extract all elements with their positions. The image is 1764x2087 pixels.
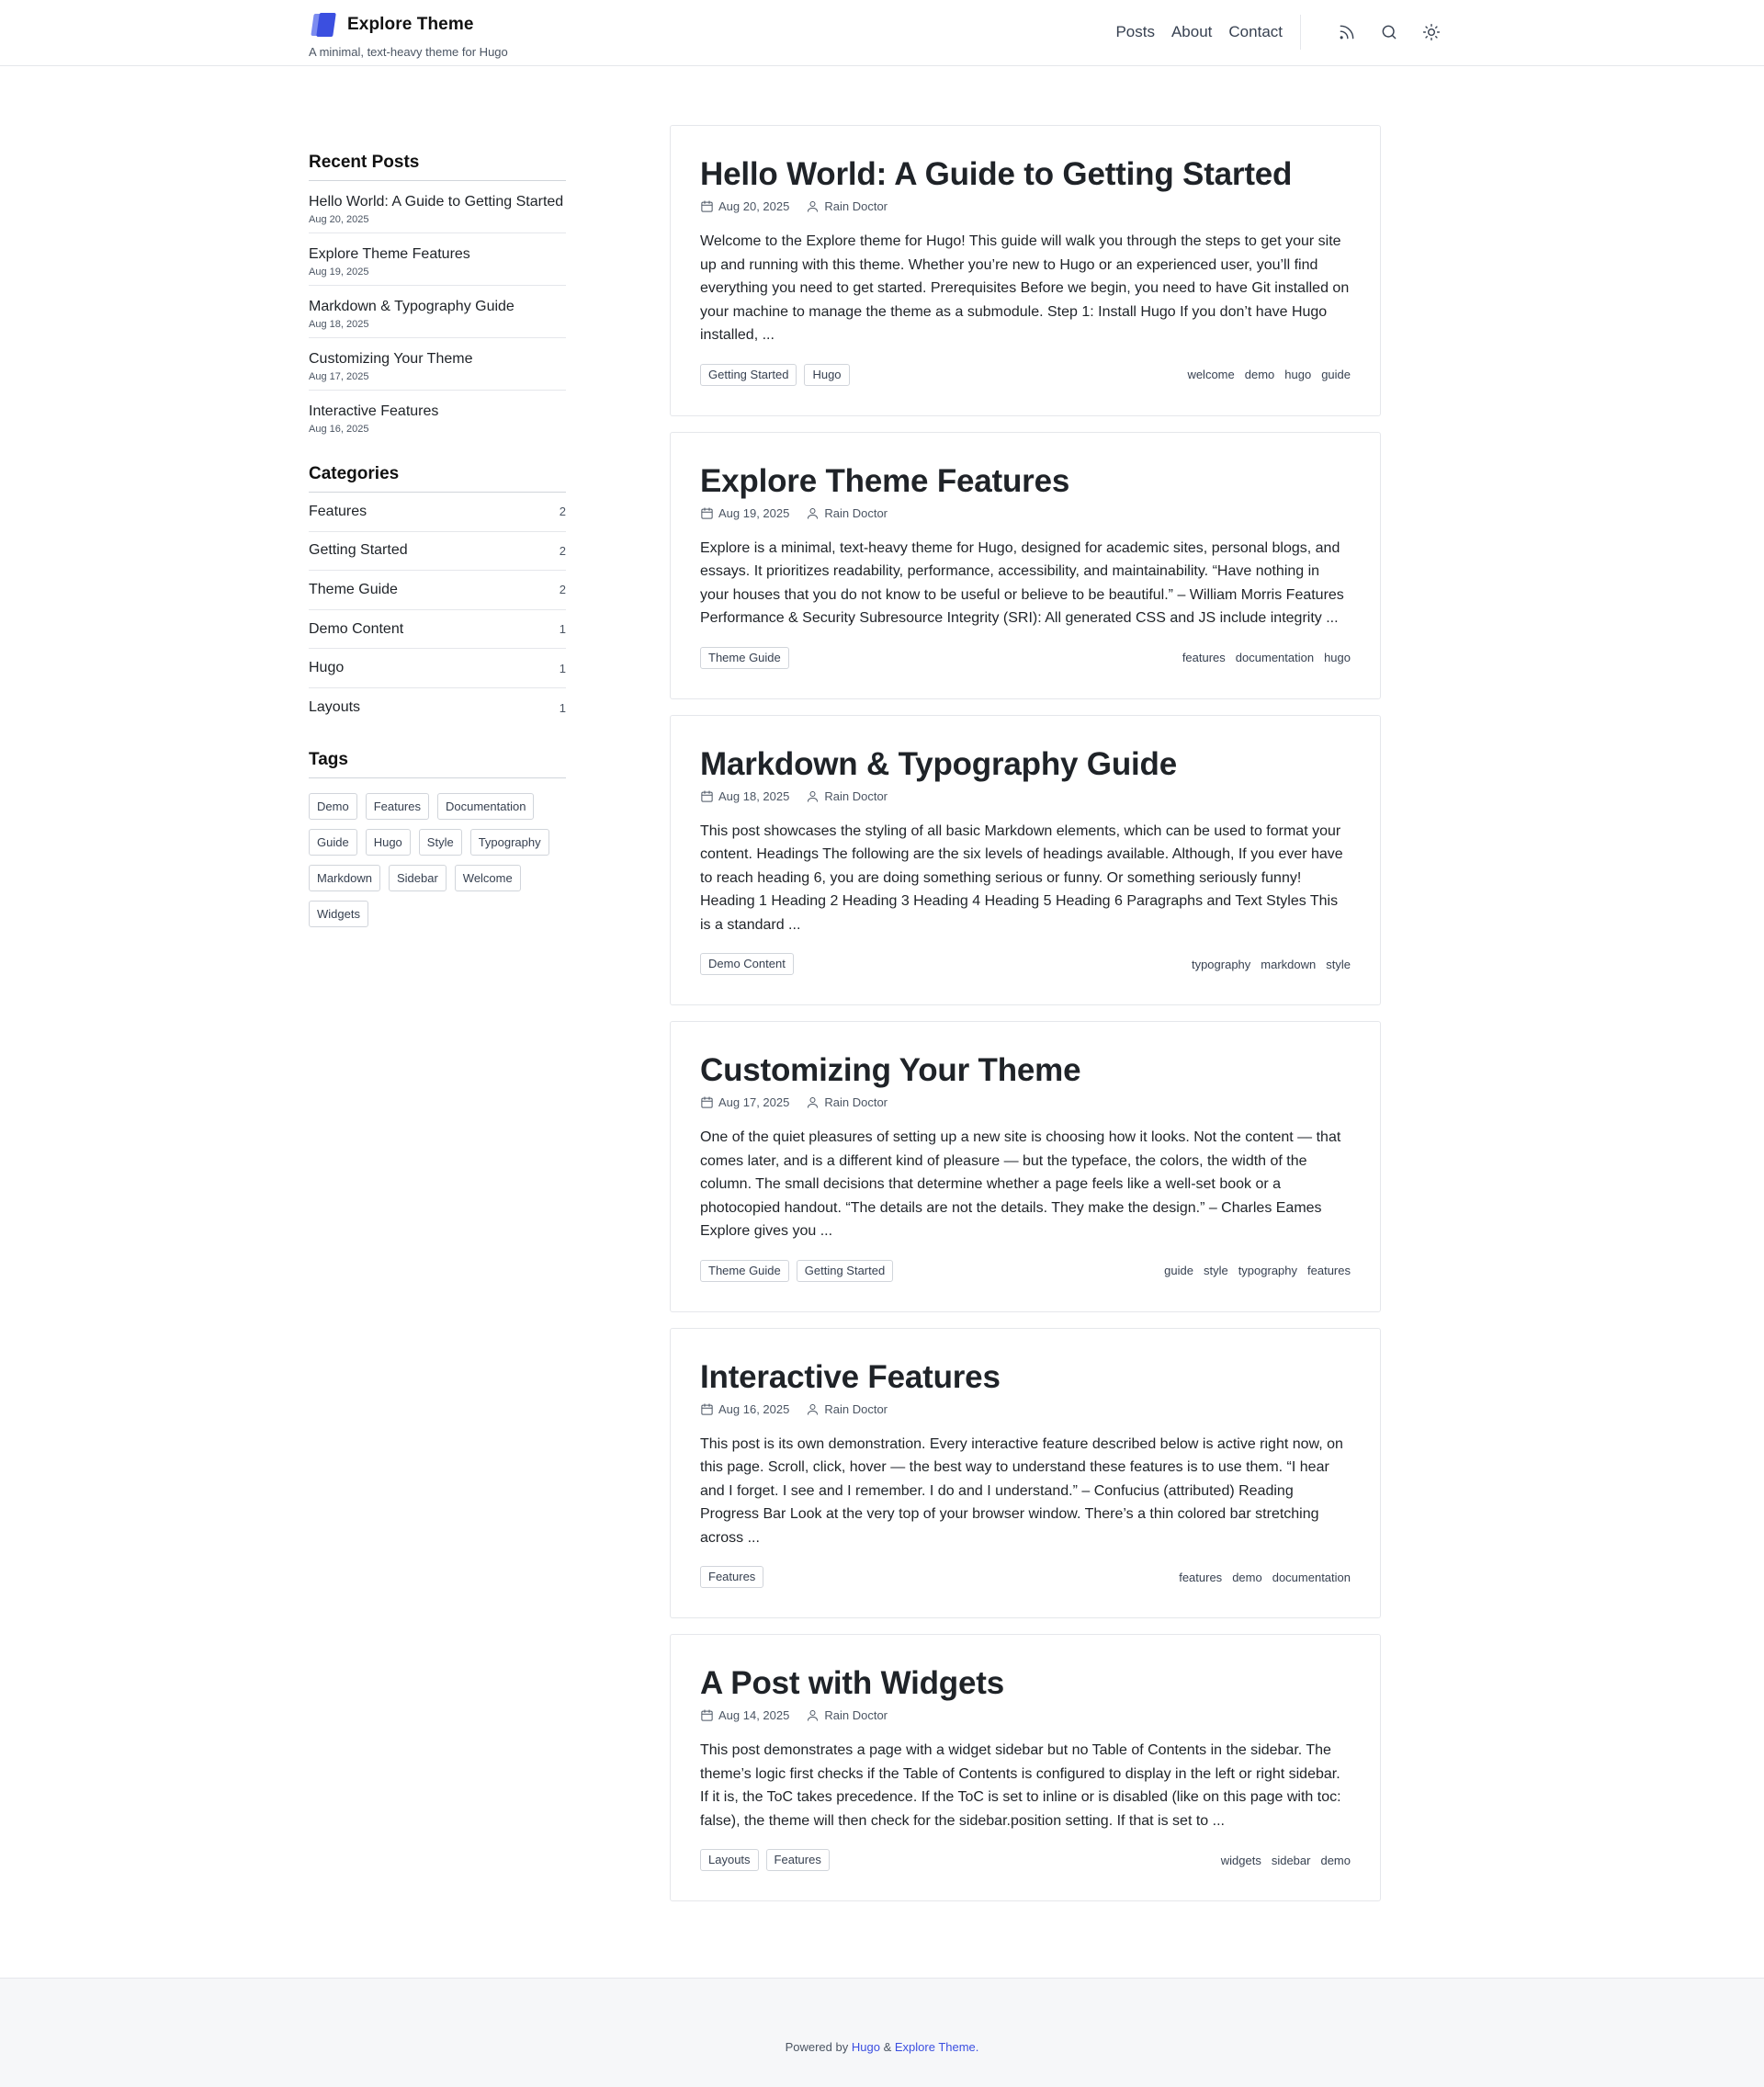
user-icon bbox=[806, 1402, 820, 1416]
post-title[interactable]: Interactive Features bbox=[700, 1358, 1001, 1395]
post-date: Aug 17, 2025 bbox=[718, 1095, 790, 1109]
site-header bbox=[0, 0, 1764, 66]
category-name: Theme Guide bbox=[309, 581, 398, 597]
post-tag-link[interactable]: documentation bbox=[1272, 1570, 1351, 1584]
post-tag-link[interactable]: demo bbox=[1232, 1570, 1262, 1584]
tag-chip[interactable]: Sidebar bbox=[389, 865, 447, 891]
tag-chip[interactable]: Markdown bbox=[309, 865, 380, 891]
post-category-chip[interactable]: Layouts bbox=[700, 1849, 759, 1871]
post-author: Rain Doctor bbox=[824, 1401, 888, 1416]
post-footer bbox=[700, 1260, 1351, 1282]
hugo-link[interactable]: Hugo bbox=[851, 2040, 880, 2054]
post-title[interactable]: Hello World: A Guide to Getting Started bbox=[700, 156, 1293, 192]
post-category-chip[interactable]: Features bbox=[700, 1566, 763, 1588]
footer-suffix: . bbox=[975, 2040, 979, 2054]
tag-chip[interactable]: Features bbox=[366, 793, 429, 820]
recent-post-date: Aug 20, 2025 bbox=[309, 214, 369, 225]
category-count: 2 bbox=[559, 543, 566, 558]
post-footer bbox=[700, 647, 1351, 669]
post-tag-link[interactable]: widgets bbox=[1220, 1853, 1261, 1867]
recent-posts-widget bbox=[309, 153, 566, 442]
post-category-chip[interactable]: Features bbox=[766, 1849, 830, 1871]
post-author: Rain Doctor bbox=[824, 788, 888, 803]
post-footer bbox=[700, 1566, 1351, 1588]
category-count: 1 bbox=[559, 700, 566, 715]
post-tag-link[interactable]: hugo bbox=[1284, 368, 1312, 381]
post-title[interactable]: Customizing Your Theme bbox=[700, 1052, 1081, 1088]
post-card bbox=[670, 432, 1381, 699]
calendar-icon bbox=[700, 789, 714, 803]
category-item-theme-guide[interactable] bbox=[309, 571, 566, 610]
category-item-features[interactable] bbox=[309, 493, 566, 532]
post-date: Aug 20, 2025 bbox=[718, 199, 790, 213]
user-icon bbox=[806, 789, 820, 803]
category-name: Getting Started bbox=[309, 542, 408, 559]
post-tag-link[interactable]: typography bbox=[1191, 957, 1251, 971]
calendar-icon bbox=[700, 199, 714, 213]
post-list bbox=[670, 125, 1381, 1917]
post-title[interactable]: Explore Theme Features bbox=[700, 462, 1070, 499]
post-tag-link[interactable]: style bbox=[1326, 957, 1351, 971]
post-date: Aug 14, 2025 bbox=[718, 1708, 790, 1722]
post-category-chip[interactable]: Demo Content bbox=[700, 953, 794, 975]
category-name: Features bbox=[309, 503, 368, 519]
post-category-chip[interactable]: Hugo bbox=[804, 364, 849, 386]
tag-chip[interactable]: Typography bbox=[470, 829, 549, 856]
post-footer bbox=[700, 1849, 1351, 1871]
rss-icon[interactable] bbox=[1334, 19, 1360, 45]
nav-about[interactable]: About bbox=[1170, 23, 1213, 40]
post-tag-link[interactable]: welcome bbox=[1187, 368, 1235, 381]
recent-post-item bbox=[309, 233, 566, 286]
category-item-hugo[interactable] bbox=[309, 649, 566, 688]
user-icon bbox=[806, 1708, 820, 1722]
tag-chip[interactable]: Documentation bbox=[437, 793, 534, 820]
post-card bbox=[670, 1021, 1381, 1312]
calendar-icon bbox=[700, 1095, 714, 1109]
sidebar bbox=[309, 153, 566, 927]
recent-posts-title: Recent Posts bbox=[309, 153, 566, 181]
explore-theme-link[interactable]: Explore Theme bbox=[894, 2040, 976, 2054]
categories-title: Categories bbox=[309, 464, 566, 493]
brand bbox=[309, 11, 508, 59]
category-item-layouts[interactable] bbox=[309, 688, 566, 728]
nav-posts[interactable]: Posts bbox=[1115, 23, 1155, 40]
post-footer bbox=[700, 364, 1351, 386]
post-tag-link[interactable]: style bbox=[1203, 1264, 1228, 1277]
recent-post-link[interactable]: Hello World: A Guide to Getting Started bbox=[309, 194, 564, 210]
post-date: Aug 19, 2025 bbox=[718, 505, 790, 520]
recent-post-item bbox=[309, 286, 566, 338]
post-meta bbox=[700, 506, 1351, 520]
recent-post-item bbox=[309, 181, 566, 233]
post-footer bbox=[700, 953, 1351, 975]
post-meta bbox=[700, 1402, 1351, 1416]
recent-post-link[interactable]: Explore Theme Features bbox=[309, 246, 470, 262]
post-excerpt: This post demonstrates a page with a widget sidebar but no Table of Contents in the sidebar. The theme’s logic first checks if the Table of Contents is configured to display in the left or right sidebar. If it is, the ToC takes precedence. If the ToC is set to inline or is disabled (like on this page with toc: false), the theme will then check for the sidebar.position setting. If that is set to ... bbox=[700, 1742, 1341, 1829]
recent-post-link[interactable]: Interactive Features bbox=[309, 403, 439, 419]
post-tag-link[interactable]: guide bbox=[1321, 368, 1351, 381]
post-meta bbox=[700, 789, 1351, 803]
tag-chip[interactable]: Hugo bbox=[366, 829, 411, 856]
post-tag-link[interactable]: features bbox=[1307, 1264, 1351, 1277]
categories-widget bbox=[309, 464, 566, 728]
recent-post-link[interactable]: Customizing Your Theme bbox=[309, 351, 473, 367]
theme-toggle-sun-icon[interactable] bbox=[1419, 19, 1444, 45]
user-icon bbox=[806, 506, 820, 520]
post-card bbox=[670, 1634, 1381, 1901]
category-count: 2 bbox=[559, 583, 566, 597]
tags-widget bbox=[309, 750, 566, 927]
post-category-chip[interactable]: Getting Started bbox=[700, 364, 797, 386]
footer-amp: & bbox=[883, 2040, 892, 2054]
post-tag-link[interactable]: guide bbox=[1164, 1264, 1193, 1277]
post-title[interactable]: Markdown & Typography Guide bbox=[700, 745, 1177, 782]
tag-chip[interactable]: Guide bbox=[309, 829, 357, 856]
site-footer bbox=[0, 1978, 1764, 2087]
nav-contact[interactable]: Contact bbox=[1228, 23, 1283, 40]
post-excerpt: This post showcases the styling of all basic Markdown elements, which can be used to format your content. Headings The following are the six levels of headings available. Although, If you ever have to reach heading 6, you are doing something serious or funny. Or something seriously funny! Heading 1 Heading 2 Heading 3 Heading 4 Heading 5 Heading 6 Paragraphs and Text Styles This is a standard ... bbox=[700, 822, 1343, 933]
post-tag-link[interactable]: demo bbox=[1320, 1853, 1351, 1867]
post-author: Rain Doctor bbox=[824, 1708, 888, 1722]
post-excerpt: This post is its own demonstration. Every interactive feature described below is active right now, on this page. Scroll, click, hover — the best way to understand these features is to use them. “I hear and I forget. I see and I remember. I do and I understand.” – Confucius (attributed) Reading Progress Bar Look at the very top of your browser window. There’s a thin colored bar stretching across ... bbox=[700, 1435, 1343, 1546]
calendar-icon bbox=[700, 1402, 714, 1416]
tag-chip[interactable]: Style bbox=[419, 829, 462, 856]
recent-post-item bbox=[309, 391, 566, 442]
search-icon[interactable] bbox=[1376, 19, 1402, 45]
tag-chip[interactable]: Demo bbox=[309, 793, 357, 820]
tags-title: Tags bbox=[309, 750, 566, 778]
tag-chip[interactable]: Welcome bbox=[455, 865, 521, 891]
category-name: Layouts bbox=[309, 699, 361, 716]
post-tag-link[interactable]: demo bbox=[1244, 368, 1275, 381]
post-category-chip[interactable]: Theme Guide bbox=[700, 1260, 789, 1282]
recent-post-date: Aug 19, 2025 bbox=[309, 267, 369, 278]
category-count: 1 bbox=[559, 622, 566, 637]
tag-chip[interactable]: Widgets bbox=[309, 901, 368, 927]
post-tag-link[interactable]: features bbox=[1179, 1570, 1223, 1584]
main-nav bbox=[1115, 15, 1444, 50]
post-meta bbox=[700, 199, 1351, 213]
category-item-demo-content[interactable] bbox=[309, 610, 566, 650]
footer-prefix: Powered by bbox=[785, 2040, 849, 2054]
post-meta bbox=[700, 1708, 1351, 1722]
recent-post-item bbox=[309, 338, 566, 391]
category-item-getting-started[interactable] bbox=[309, 532, 566, 572]
recent-post-date: Aug 17, 2025 bbox=[309, 371, 369, 382]
post-tag-link[interactable]: documentation bbox=[1235, 651, 1315, 664]
post-tag-link[interactable]: features bbox=[1182, 651, 1226, 664]
post-author: Rain Doctor bbox=[824, 199, 888, 213]
calendar-icon bbox=[700, 506, 714, 520]
site-subtitle: A minimal, text-heavy theme for Hugo bbox=[309, 45, 508, 59]
post-category-chip[interactable]: Getting Started bbox=[797, 1260, 893, 1282]
recent-post-link[interactable]: Markdown & Typography Guide bbox=[309, 299, 514, 314]
recent-post-date: Aug 16, 2025 bbox=[309, 424, 369, 435]
tag-cloud bbox=[309, 793, 566, 927]
post-card bbox=[670, 1328, 1381, 1619]
post-date: Aug 18, 2025 bbox=[718, 788, 790, 803]
recent-post-date: Aug 18, 2025 bbox=[309, 319, 369, 330]
post-tag-link[interactable]: typography bbox=[1238, 1264, 1298, 1277]
post-category-chip[interactable]: Theme Guide bbox=[700, 647, 789, 669]
post-card bbox=[670, 125, 1381, 416]
nav-divider bbox=[1300, 15, 1301, 50]
post-date: Aug 16, 2025 bbox=[718, 1401, 790, 1416]
home-link[interactable] bbox=[309, 11, 508, 39]
post-author: Rain Doctor bbox=[824, 505, 888, 520]
post-meta bbox=[700, 1095, 1351, 1109]
post-excerpt: Explore is a minimal, text-heavy theme for Hugo, designed for academic sites, personal blogs, and essays. It prioritizes readability, performance, accessibility, and maintainability. “Have nothing in your houses that you do not know to be useful or believe to be beautiful.” – William Morris Features Performance & Security Subresource Integrity (SRI): All generated CSS and JS include integrity ... bbox=[700, 539, 1344, 626]
post-tag-link[interactable]: hugo bbox=[1324, 651, 1351, 664]
post-excerpt: One of the quiet pleasures of setting up a new site is choosing how it looks. Not the content — that comes later, and is a different kind of pleasure — but the typeface, the colors, the width of the column. The small decisions that determine whether a page feels like a well-set book or a photocopied handout. “The details are not the details. They make the design.” – Charles Eames Explore gives you ... bbox=[700, 1129, 1341, 1239]
user-icon bbox=[806, 1095, 820, 1109]
category-name: Hugo bbox=[309, 660, 345, 676]
post-title[interactable]: A Post with Widgets bbox=[700, 1665, 1004, 1701]
category-name: Demo Content bbox=[309, 620, 404, 637]
post-tag-link[interactable]: markdown bbox=[1261, 957, 1317, 971]
site-title: Explore Theme bbox=[347, 15, 474, 34]
category-count: 2 bbox=[559, 505, 566, 519]
post-card bbox=[670, 715, 1381, 1006]
footer-credit bbox=[0, 2040, 1764, 2054]
calendar-icon bbox=[700, 1708, 714, 1722]
post-excerpt: Welcome to the Explore theme for Hugo! This guide will walk you through the steps to get your site up and running with this theme. Whether you’re new to Hugo or an experienced user, you’ll find everything you need to get started. Prerequisites Before we begin, you need to have Git installed on your machine to manage the theme as a submodule. Step 1: Install Hugo If you don’t have Hugo installed, ... bbox=[700, 233, 1350, 343]
post-tag-link[interactable]: sidebar bbox=[1271, 1853, 1311, 1867]
logo-icon bbox=[309, 11, 338, 39]
user-icon bbox=[806, 199, 820, 213]
post-author: Rain Doctor bbox=[824, 1095, 888, 1109]
category-count: 1 bbox=[559, 661, 566, 675]
